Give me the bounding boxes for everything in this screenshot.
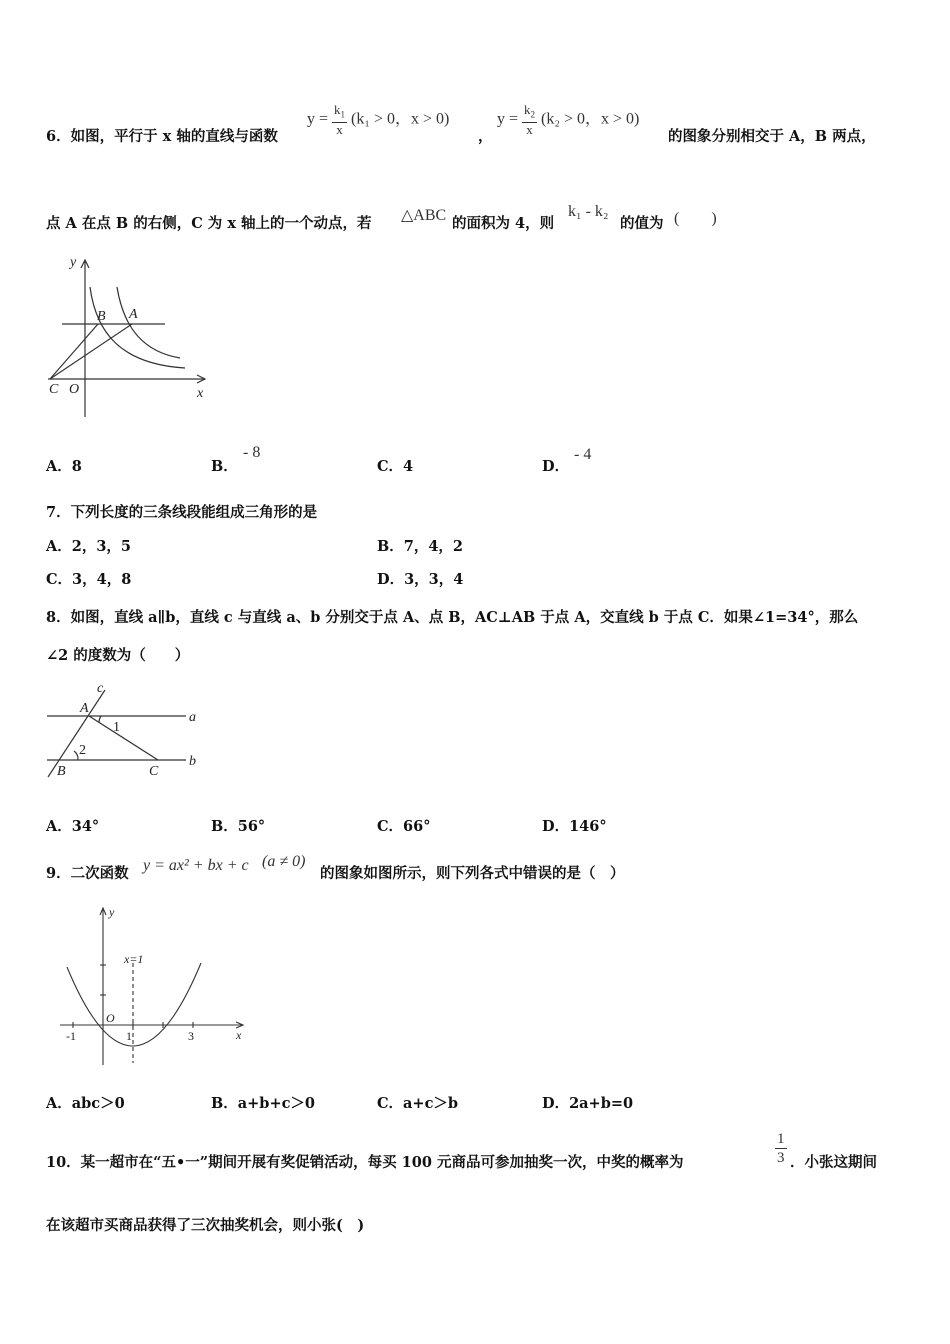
q8-label-B: B	[57, 764, 66, 779]
q6-f2-denominator: x	[526, 121, 533, 137]
q10-fraction-denominator: 3	[777, 1150, 785, 1166]
q9-label-1: 1	[126, 1029, 132, 1043]
q6-option-b-value: - 8	[243, 444, 261, 461]
q8-option-b[interactable]: B．56°	[211, 818, 266, 835]
q6-label-x: x	[197, 386, 204, 401]
q6-f1-sub: 1	[340, 109, 346, 120]
q6-stem-line1-prefix: 6．如图，平行于 x 轴的直线与函数	[46, 128, 278, 145]
q8-angle-1-arc	[99, 716, 101, 722]
q6-f2-condition: (k₂ > 0，x > 0)	[541, 110, 640, 128]
q8-label-2: 2	[79, 743, 86, 758]
q9-option-d[interactable]: D．2a+b=0	[542, 1095, 634, 1112]
q8-option-d[interactable]: D．146°	[542, 818, 607, 835]
q6-label-A: A	[129, 307, 138, 322]
q6-stem-line2-a: 点 A 在点 B 的右侧，C 为 x 轴上的一个动点，若	[46, 215, 372, 232]
q6-label-B: B	[97, 309, 106, 324]
q9-label-O: O	[106, 1011, 115, 1025]
q8-angle-2-arc	[74, 751, 78, 760]
q9-option-c[interactable]: C．a+c＞b	[377, 1095, 459, 1112]
q8-label-1: 1	[113, 720, 120, 735]
q10-stem-line1: 10．某一超市在“五•一”期间开展有奖促销活动，每买 100 元商品可参加抽奖一次，中奖的概率为	[46, 1154, 684, 1171]
q6-option-b[interactable]: B．	[211, 458, 238, 475]
q9-figure	[55, 903, 255, 1068]
q6-f2-numerator: k	[524, 102, 531, 117]
q6-option-a[interactable]: A．8	[46, 458, 82, 475]
q10-stem-line1-end: ．小张这期间	[790, 1154, 877, 1171]
q6-stem-line1-suffix: 的图象分别相交于 A，B 两点，	[668, 128, 876, 145]
q6-f1-condition: (k₁ > 0，x > 0)	[351, 110, 450, 128]
q8-option-c[interactable]: C．66°	[377, 818, 431, 835]
q6-stem-line2-c: 的值为	[620, 215, 664, 232]
q9-parabola	[67, 963, 201, 1046]
q9-option-a[interactable]: A．abc＞0	[46, 1095, 125, 1112]
q6-f1-denominator: x	[336, 121, 343, 137]
q8-label-a: a	[189, 710, 196, 725]
q8-segment-AC	[89, 716, 158, 760]
q10-fraction-numerator: 1	[777, 1131, 785, 1147]
q6-answer-paren: ( )	[674, 210, 717, 227]
q9-option-b[interactable]: B．a+b+c＞0	[211, 1095, 316, 1112]
q9-stem-prefix: 9．二次函数	[46, 865, 129, 882]
q6-triangle: △ABC	[401, 207, 447, 224]
q6-k-expression: k₁ - k₂	[568, 203, 609, 220]
q8-stem-line1: 8．如图，直线 a∥b，直线 c 与直线 a、b 分别交于点 A、点 B，AC⊥AB 于点 A，交直线 b 于点 C．如果∠1=34°，那么	[46, 609, 859, 626]
q6-option-d-value: - 4	[574, 446, 592, 463]
q9-label-axis: x=1	[124, 952, 144, 966]
q8-option-a[interactable]: A．34°	[46, 818, 100, 835]
q6-stem-line2-b: 的面积为 4，则	[452, 215, 555, 232]
q6-f1-numerator: k	[334, 102, 341, 117]
q8-stem-line2: ∠2 的度数为（ ）	[46, 647, 190, 664]
q6-figure	[40, 252, 220, 422]
q8-label-C: C	[149, 764, 159, 779]
q8-label-b: b	[189, 754, 196, 769]
q6-label-C: C	[49, 382, 59, 397]
q7-option-d[interactable]: D．3，3，4	[377, 571, 464, 588]
q10-probability-fraction	[775, 1130, 787, 1167]
q6-function-2: y = $\frac{k_2}{x}$ (k₂ > 0，x > 0)	[497, 102, 640, 137]
q8-label-c: c	[97, 681, 104, 696]
q8-label-A: A	[80, 701, 89, 716]
q9-label-3: 3	[188, 1029, 194, 1043]
q10-stem-line2: 在该超市买商品获得了三次抽奖机会，则小张( )	[46, 1217, 365, 1234]
q9-label-y: y	[109, 905, 115, 919]
q6-option-d[interactable]: D．	[542, 458, 570, 475]
q8-figure	[40, 680, 210, 785]
q6-label-y: y	[70, 255, 77, 270]
q7-option-a[interactable]: A．2，3，5	[46, 538, 132, 555]
q6-function-1: y = $\frac{k_1}{x}$ (k₁ > 0，x > 0)	[307, 102, 450, 137]
q7-option-b[interactable]: B．7，4，2	[377, 538, 464, 555]
q9-label-m1: -1	[66, 1029, 76, 1043]
q6-f2-sub: 2	[530, 109, 536, 120]
q6-label-O: O	[69, 382, 80, 397]
q9-formula: y = ax² + bx + c	[143, 857, 249, 874]
q6-option-c[interactable]: C．4	[377, 458, 414, 475]
q9-stem-suffix: 的图象如图所示，则下列各式中错误的是（ ）	[320, 865, 625, 882]
q7-option-c[interactable]: C．3，4，8	[46, 571, 132, 588]
q6-comma: ，	[478, 128, 493, 145]
q7-stem: 7．下列长度的三条线段能组成三角形的是	[46, 504, 318, 521]
q9-formula-condition: (a ≠ 0)	[262, 853, 306, 870]
q9-label-x: x	[236, 1028, 242, 1042]
q6-curve-k1	[117, 287, 180, 358]
